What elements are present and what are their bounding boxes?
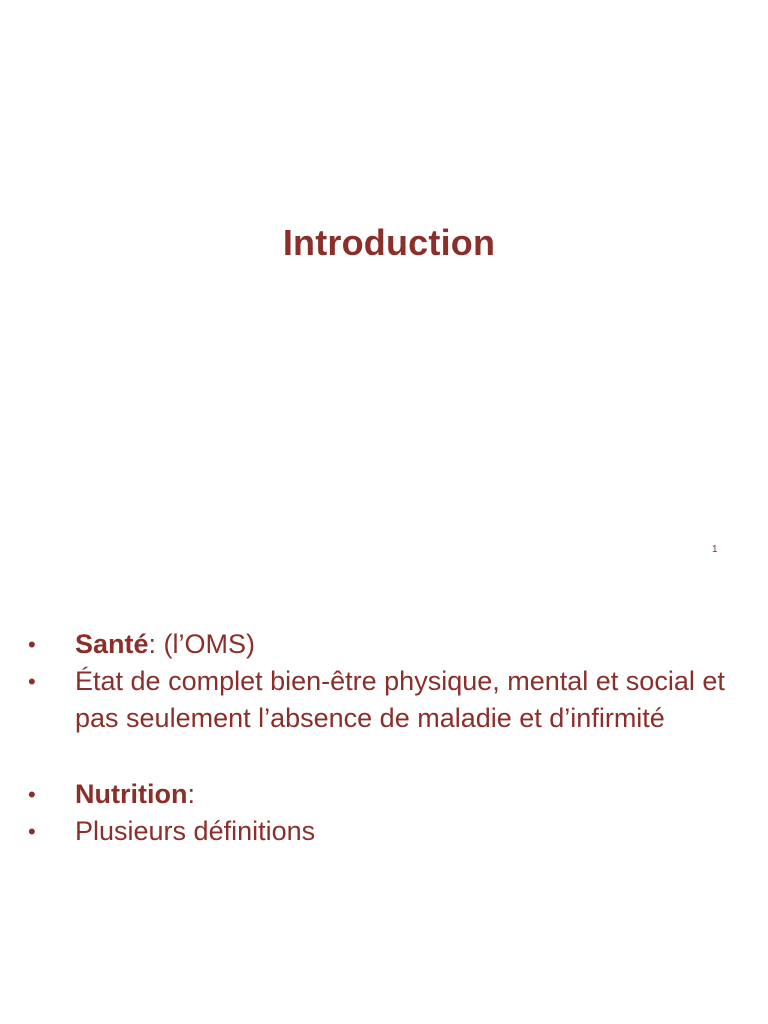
- bullet-bold-label: Nutrition: [75, 779, 188, 809]
- bullet-dot-icon: •: [28, 782, 36, 807]
- slide-title: Introduction: [282, 222, 496, 263]
- bullet-dot-icon: •: [28, 632, 36, 657]
- bullet-text: État de complet bien-être physique, mental et social et pas seulement l’absence de maladie et d’infirmité: [75, 666, 725, 733]
- page-number: 1: [712, 544, 718, 555]
- bullet-dot-icon: •: [28, 669, 36, 694]
- bullet-text: Plusieurs définitions: [75, 816, 316, 846]
- bullet-item-nutrition: [28, 776, 728, 813]
- bullet-spacer: [28, 737, 728, 776]
- bullet-list: [28, 626, 728, 850]
- bullet-bold-label: Santé: [75, 629, 149, 659]
- bullet-item-sante: [28, 626, 728, 663]
- bullet-item-definitions: [28, 813, 728, 850]
- bullet-item-definition: [28, 663, 728, 737]
- bullet-text: : (l’OMS): [148, 629, 256, 659]
- bullet-text: :: [187, 779, 195, 809]
- bullet-dot-icon: •: [28, 819, 36, 844]
